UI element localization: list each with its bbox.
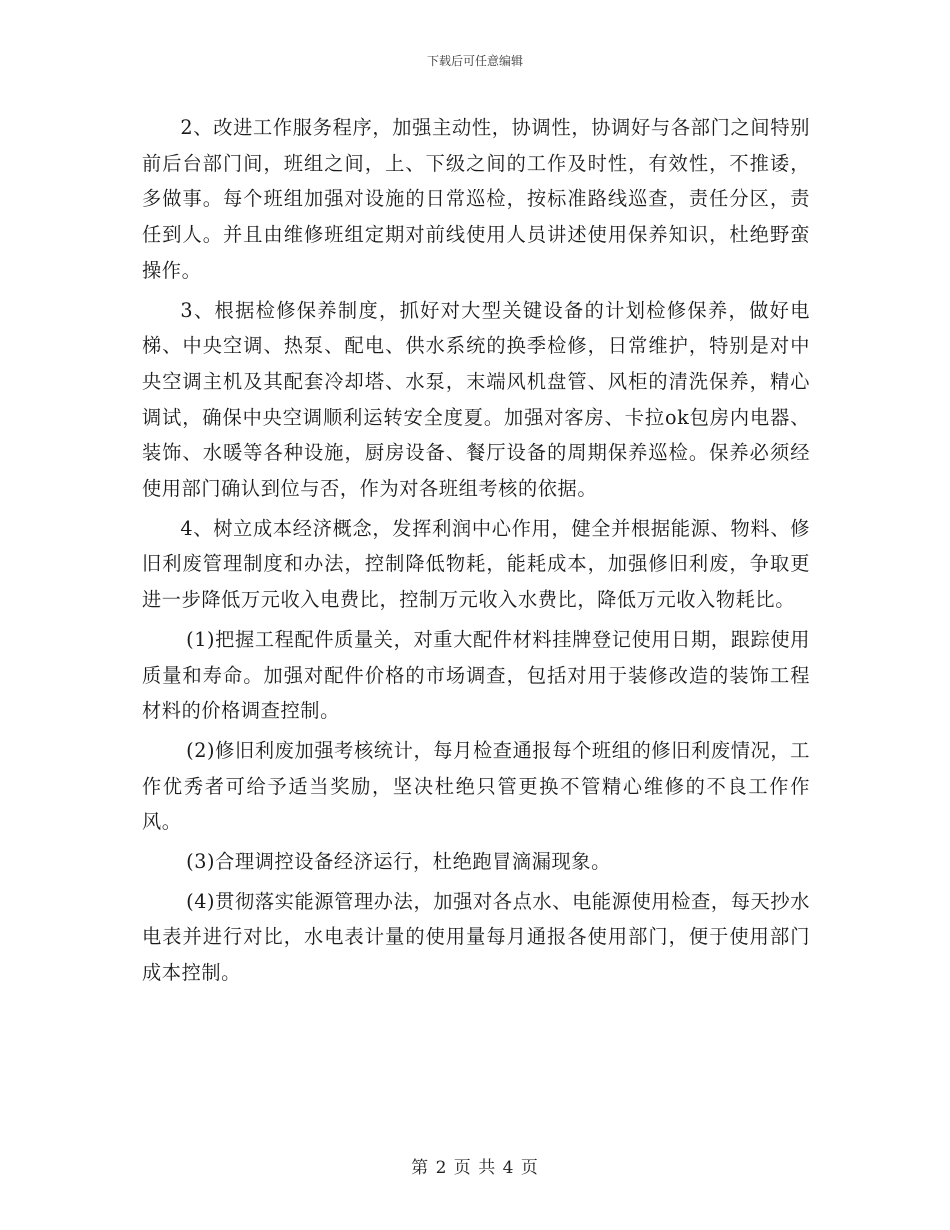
paragraph-subitem-2: (2)修旧利废加强考核统计，每月检查通报每个班组的修旧利废情况，工作优秀者可给予适当奖励，坚决杜绝只管更换不管精心维修的不良工作作风。 (142, 738, 810, 834)
paragraph-subitem-1: (1)把握工程配件质量关，对重大配件材料挂牌登记使用日期，跟踪使用质量和寿命。加强对配件价格的市场调查，包括对用于装修改造的装饰工程材料的价格调查控制。 (142, 627, 810, 723)
paragraph-item-2: 2、改进工作服务程序，加强主动性，协调性，协调好与各部门之间特别前后台部门间，班组之间，上、下级之间的工作及时性，有效性，不推诿，多做事。每个班组加强对设施的日常巡检，按标准路线巡查，责任分区，责任到人。并且由维修班组定期对前线使用人员讲述使用保养知识，杜绝野蛮操作。 (142, 116, 810, 282)
paragraph-item-3: 3、根据检修保养制度，抓好对大型关键设备的计划检修保养，做好电梯、中央空调、热泵、配电、供水系统的换季检修，日常维护，特别是对中央空调主机及其配套冷却塔、水泵，末端风机盘管、风柜的清洗保养，精心调试，确保中央空调顺利运转安全度夏。加强对客房、卡拉ok包房内电器、装饰、水暖等各种设施，厨房设备、餐厅设备的周期保养巡检。保养必须经使用部门确认到位与否，作为对各班组考核的依据。 (142, 298, 810, 501)
page-number-footer: 第 2 页 共 4 页 (411, 1158, 539, 1178)
paragraph-item-4: 4、树立成本经济概念，发挥利润中心作用，健全并根据能源、物料、修旧利废管理制度和办法，控制降低物耗，能耗成本，加强修旧利废，争取更进一步降低万元收入电费比，控制万元收入水费比，降低万元收入物耗比。 (142, 516, 810, 612)
document-body (142, 110, 810, 991)
page-header-note: 下载后可任意编辑 (426, 54, 523, 68)
paragraph-subitem-4: (4)贯彻落实能源管理办法，加强对各点水、电能源使用检查，每天抄水电表并进行对比，水电表计量的使用量每月通报各使用部门，便于使用部门成本控制。 (142, 889, 810, 985)
paragraph-subitem-3: (3)合理调控设备经济运行，杜绝跑冒滴漏现象。 (186, 850, 611, 874)
